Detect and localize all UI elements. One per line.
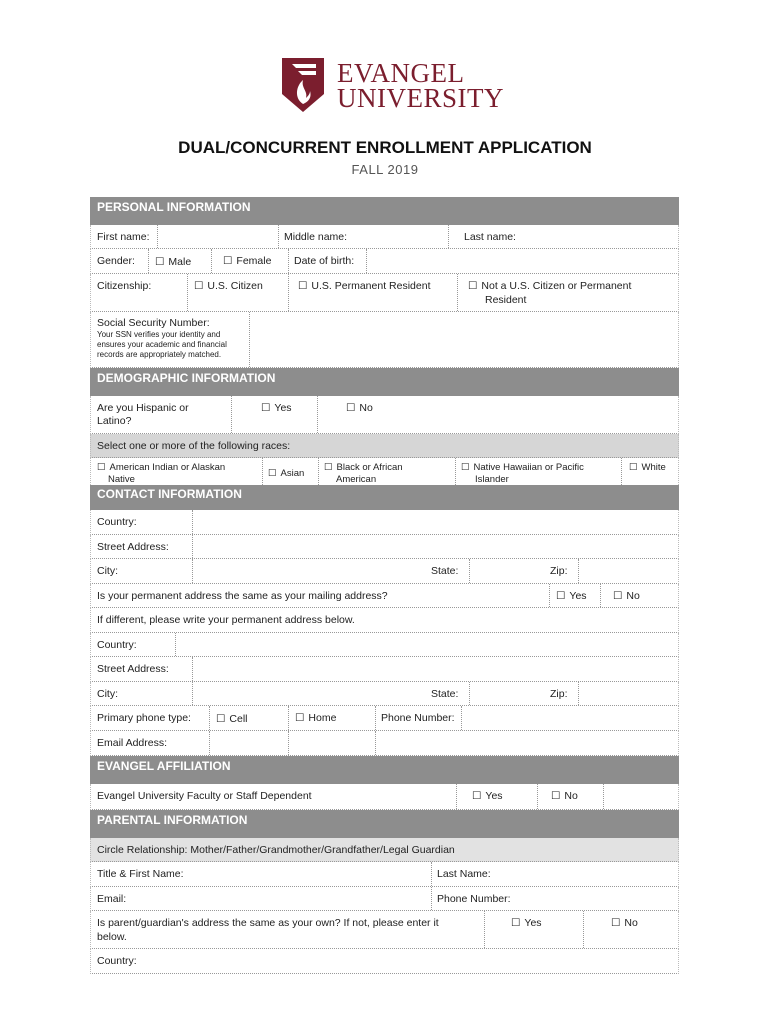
races-row [90,458,679,485]
section-contact-heading: CONTACT INFORMATION [90,485,679,510]
hispanic-label-2: Latino? [97,415,132,427]
race-american-indian-label-2: Native [108,474,135,485]
hispanic-yes-checkbox[interactable]: ☐ Yes [261,402,292,414]
page-title: DUAL/CONCURRENT ENROLLMENT APPLICATION [178,138,592,157]
perm-zip-label: Zip: [550,688,568,700]
dependent-yes-checkbox[interactable]: ☐ Yes [472,790,503,802]
ssn-label: Social Security Number: [97,317,210,329]
same-address-row [90,584,679,608]
guardian-same-address-question: Is parent/guardian's address the same as your own? If not, please enter it [97,917,439,929]
ssn-row [90,312,679,368]
university-logo [282,58,504,118]
section-affiliation-heading: EVANGEL AFFILIATION [90,756,679,784]
perm-country-label: Country: [97,639,137,651]
perm-state-label: State: [431,688,459,700]
races-prompt: Select one or more of the following races: [97,440,291,452]
ssn-note-2: ensures your academic and financial [97,340,227,349]
guardian-country-row [90,949,679,974]
guardian-contact-row [90,887,679,911]
us-citizen-checkbox[interactable]: ☐ U.S. Citizen [194,280,263,292]
name-row [90,225,679,249]
gender-female-checkbox[interactable]: ☐ Female [223,255,271,267]
country-row [90,510,679,535]
section-demographic-heading: DEMOGRAPHIC INFORMATION [90,368,679,396]
first-name-label: First name: [97,231,150,243]
dependent-row [90,784,679,810]
guardian-phone-label: Phone Number: [437,893,511,905]
dependent-label: Evangel University Faculty or Staff Dependent [97,790,312,802]
guardian-last-name-label: Last Name: [437,868,491,880]
street-row [90,535,679,559]
race-american-indian-checkbox[interactable]: ☐ American Indian or Alaskan [97,462,225,473]
section-parental-heading: PARENTAL INFORMATION [90,810,679,838]
phone-cell-checkbox[interactable]: ☐ Cell [216,713,248,725]
race-hawaiian-label-2: Islander [475,474,509,485]
section-personal-heading: PERSONAL INFORMATION [90,197,679,225]
guardian-same-address-row [90,911,679,949]
citizenship-row [90,274,679,312]
perm-city-row [90,682,679,706]
gender-male-checkbox[interactable]: ☐ Male [155,256,191,268]
state-label: State: [431,565,459,577]
hispanic-row [90,396,679,434]
race-black-label-2: American [336,474,377,485]
dependent-no-checkbox[interactable]: ☐ No [551,790,578,802]
gender-row [90,249,679,274]
race-hawaiian-checkbox[interactable]: ☐ Native Hawaiian or Pacific [461,462,584,473]
race-black-checkbox[interactable]: ☐ Black or African [324,462,403,473]
hispanic-label-1: Are you Hispanic or [97,402,189,414]
street-label: Street Address: [97,541,169,553]
gender-label: Gender: [97,255,135,267]
city-row [90,559,679,584]
same-address-question: Is your permanent address the same as your mailing address? [97,590,388,602]
logo-line-2: UNIVERSITY [337,83,504,113]
ssn-note-3: records are appropriately matched. [97,350,222,359]
email-row [90,731,679,756]
if-different-row [90,608,679,633]
perm-city-label: City: [97,688,118,700]
guardian-title-first-label: Title & First Name: [97,868,184,880]
phone-type-label: Primary phone type: [97,712,191,724]
guardian-same-no-checkbox[interactable]: ☐ No [611,917,638,929]
not-citizen-checkbox[interactable]: ☐ Not a U.S. Citizen or Permanent [468,280,631,292]
hispanic-no-checkbox[interactable]: ☐ No [346,402,373,414]
if-different-note: If different, please write your permanent address below. [97,614,355,626]
relationship-prompt[interactable]: Circle Relationship: Mother/Father/Grandmother/Grandfather/Legal Guardian [97,844,455,856]
term-subtitle: FALL 2019 [351,162,419,177]
guardian-country-label: Country: [97,955,137,967]
guardian-same-address-question-2: below. [97,931,127,943]
same-address-no-checkbox[interactable]: ☐ No [613,590,640,602]
first-name-field[interactable] [158,225,276,248]
evangel-shield-icon [282,58,324,112]
guardian-name-row [90,862,679,887]
permanent-resident-checkbox[interactable]: ☐ U.S. Permanent Resident [298,280,430,292]
citizenship-label: Citizenship: [97,280,152,292]
race-white-checkbox[interactable]: ☐ White [629,462,666,473]
zip-label: Zip: [550,565,568,577]
ssn-note-1: Your SSN verifies your identity and [97,330,221,339]
perm-street-label: Street Address: [97,663,169,675]
relationship-row [90,838,679,862]
country-label: Country: [97,516,137,528]
same-address-yes-checkbox[interactable]: ☐ Yes [556,590,587,602]
races-prompt-row [90,434,679,458]
perm-country-row [90,633,679,657]
city-label: City: [97,565,118,577]
middle-name-label: Middle name: [284,231,348,243]
guardian-same-yes-checkbox[interactable]: ☐ Yes [511,917,542,929]
phone-number-label: Phone Number: [381,712,455,724]
email-label: Email Address: [97,737,168,749]
race-asian-checkbox[interactable]: ☐ Asian [268,468,304,479]
logo-wordmark [337,58,504,113]
not-citizen-label-2: Resident [485,294,527,306]
last-name-label: Last name: [464,231,516,243]
application-form [90,197,679,974]
dob-label: Date of birth: [294,255,355,267]
phone-home-checkbox[interactable]: ☐ Home [295,712,336,724]
logo-line-1: EVANGEL [337,58,465,88]
perm-street-row [90,657,679,682]
guardian-email-label: Email: [97,893,127,905]
phone-type-row [90,706,679,731]
